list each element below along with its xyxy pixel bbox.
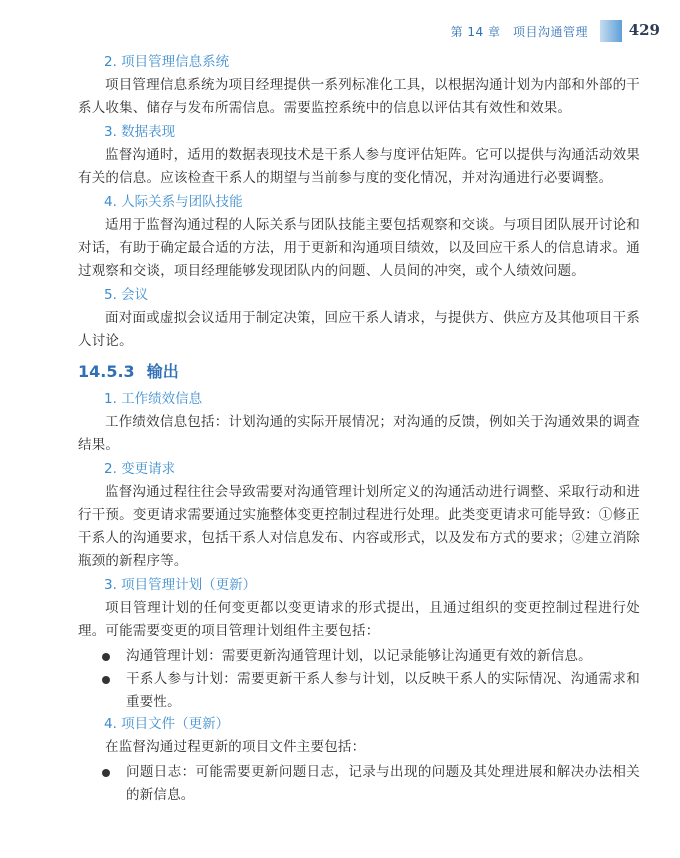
body-paragraph: 监督沟通时，适用的数据表现技术是干系人参与度评估矩阵。它可以提供与沟通活动效果有关的信息。应该检查干系人的期望与当前参与度的变化情况，并对沟通进行必要调整。 <box>78 147 640 186</box>
subsection-heading: 2. 项目管理信息系统 <box>104 54 230 70</box>
subsection-heading: 4. 人际关系与团队技能 <box>104 194 243 210</box>
page-number: 429 <box>628 21 660 39</box>
subsection-heading: 3. 项目管理计划（更新） <box>104 577 257 593</box>
subsection-heading: 1. 工作绩效信息 <box>104 391 203 407</box>
bullet-dot-icon <box>102 676 110 684</box>
page-header <box>0 12 680 46</box>
body-paragraph: 面对面或虚拟会议适用于制定决策，回应干系人请求，与提供方、供应方及其他项目干系人讨论。 <box>78 310 640 349</box>
bullet-item <box>78 761 640 807</box>
bullet-text: 干系人参与计划：需要更新干系人参与计划，以反映干系人的实际情况、沟通需求和重要性。 <box>126 671 640 710</box>
subsection-heading: 5. 会议 <box>104 287 149 303</box>
bullet-text: 沟通管理计划：需要更新沟通管理计划，以记录能够让沟通更有效的新信息。 <box>126 648 592 664</box>
page-body <box>78 52 640 807</box>
section-number: 14.5.3 <box>78 362 135 381</box>
bullet-text: 问题日志：可能需要更新问题日志，记录与出现的问题及其处理进展和解决办法相关的新信息。 <box>126 764 640 803</box>
header-accent-bar <box>600 20 622 42</box>
subsection-heading: 4. 项目文件（更新） <box>104 716 230 732</box>
section-title: 输出 <box>146 362 179 381</box>
section-heading <box>78 357 640 387</box>
bullet-item <box>78 645 640 668</box>
body-paragraph: 项目管理信息系统为项目经理提供一系列标准化工具，以根据沟通计划为内部和外部的干系人收集、储存与发布所需信息。需要监控系统中的信息以评估其有效性和效果。 <box>78 77 640 116</box>
bullet-item <box>78 668 640 714</box>
subsection-heading: 3. 数据表现 <box>104 124 176 140</box>
bullet-dot-icon <box>102 653 110 661</box>
bullet-dot-icon <box>102 769 110 777</box>
subsection-heading: 2. 变更请求 <box>104 461 176 477</box>
body-paragraph: 工作绩效信息包括：计划沟通的实际开展情况；对沟通的反馈，例如关于沟通效果的调查结果。 <box>78 414 640 453</box>
body-paragraph: 适用于监督沟通过程的人际关系与团队技能主要包括观察和交谈。与项目团队展开讨论和对话，有助于确定最合适的方法，用于更新和沟通项目绩效，以及回应干系人的信息请求。通过观察和交谈，项目经理能够发现团队内的问题、人员间的冲突，或个人绩效问题。 <box>78 217 640 279</box>
body-paragraph: 监督沟通过程往往会导致需要对沟通管理计划所定义的沟通活动进行调整、采取行动和进行干预。变更请求需要通过实施整体变更控制过程进行处理。此类变更请求可能导致：①修正干系人的沟通要求，包括干系人对信息发布、内容或形式，以及发布方式的要求；②建立消除瓶颈的新程序等。 <box>78 484 640 569</box>
body-paragraph: 项目管理计划的任何变更都以变更请求的形式提出，且通过组织的变更控制过程进行处理。可能需要变更的项目管理计划组件主要包括： <box>78 600 640 639</box>
chapter-title: 第 14 章 项目沟通管理 <box>450 25 588 39</box>
body-paragraph: 在监督沟通过程更新的项目文件主要包括： <box>105 739 366 755</box>
